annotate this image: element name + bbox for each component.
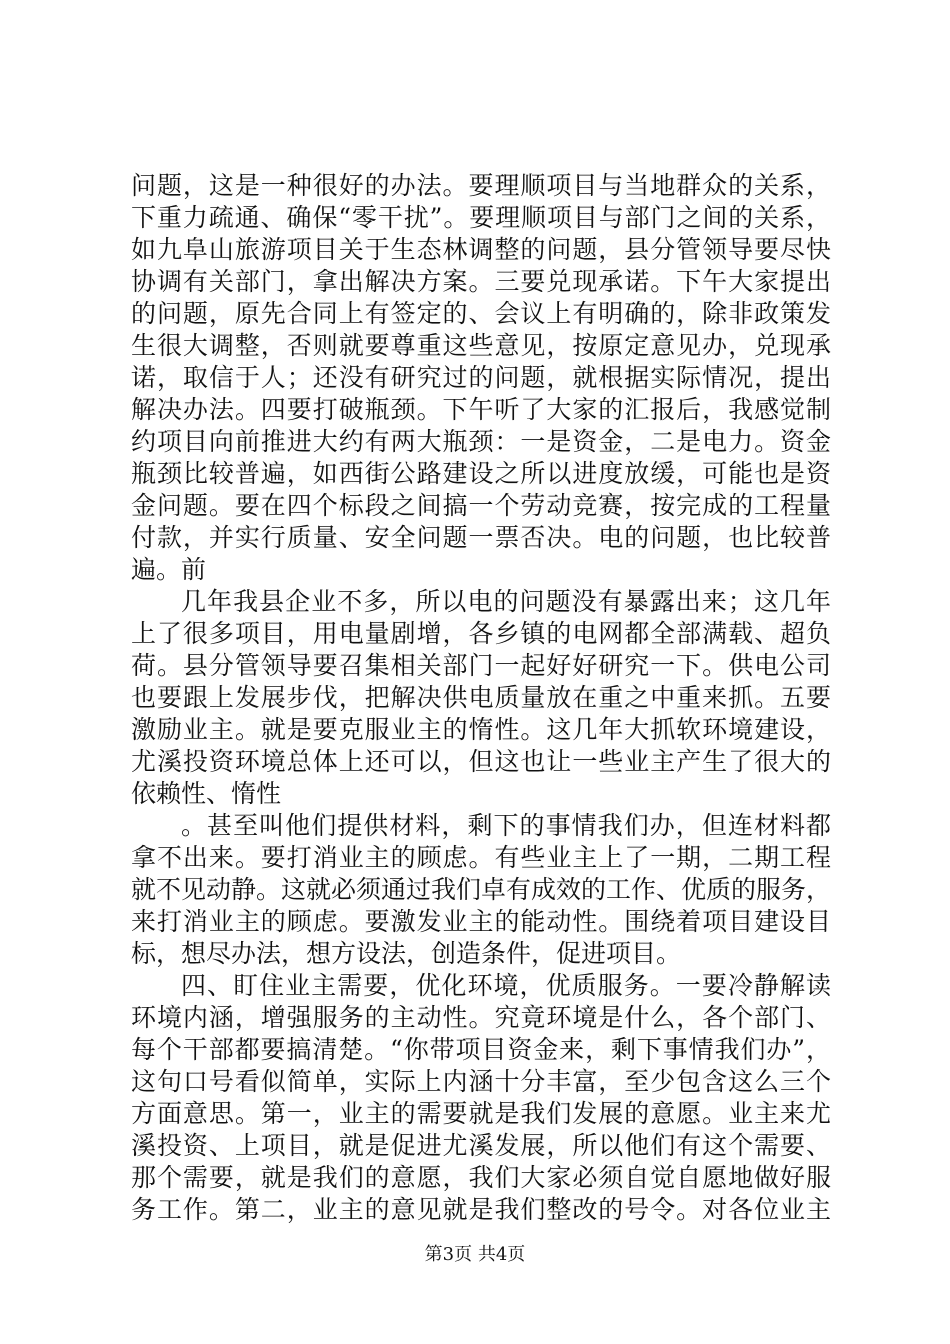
text-line: 方面意思。第一，业主的需要就是我们发展的意愿。业主来尤: [131, 1099, 831, 1128]
text-line: 环境内涵，增强服务的主动性。究竟环境是什么，各个部门、: [131, 1003, 831, 1032]
text-line: 解决办法。四要打破瓶颈。下午听了大家的汇报后，我感觉制: [131, 395, 831, 424]
text-line: 的问题，原先合同上有签定的、会议上有明确的，除非政策发: [131, 299, 831, 328]
text-line: 问题，这是一种很好的办法。要理顺项目与当地群众的关系，: [131, 171, 831, 200]
text-line: 协调有关部门，拿出解决方案。三要兑现承诺。下午大家提出: [131, 267, 831, 296]
text-line: 几年我县企业不多，所以电的问题没有暴露出来；这几年: [181, 587, 831, 616]
text-line: 付款，并实行质量、安全问题一票否决。电的问题，也比较普: [131, 523, 831, 552]
text-line: 务工作。第二，业主的意见就是我们整改的号令。对各位业主: [131, 1195, 831, 1224]
text-line: 拿不出来。要打消业主的顾虑。有些业主上了一期，二期工程: [131, 843, 831, 872]
text-line: 来打消业主的顾虑。要激发业主的能动性。围绕着项目建设目: [131, 907, 831, 936]
text-line: 依赖性、惰性: [131, 779, 282, 808]
text-line: 也要跟上发展步伐，把解决供电质量放在重之中重来抓。五要: [131, 683, 831, 712]
text-line: 如九阜山旅游项目关于生态林调整的问题，县分管领导要尽快: [131, 235, 831, 264]
text-line: 金问题。要在四个标段之间搞一个劳动竞赛，按完成的工程量: [131, 491, 831, 520]
text-line: 就不见动静。这就必须通过我们卓有成效的工作、优质的服务，: [131, 875, 832, 904]
text-line: 激励业主。就是要克服业主的惰性。这几年大抓软环境建设，: [131, 715, 831, 744]
text-line: 瓶颈比较普遍，如西街公路建设之所以进度放缓，可能也是资: [131, 459, 831, 488]
text-line: 四、盯住业主需要，优化环境，优质服务。一要冷静解读: [181, 971, 831, 1000]
text-line: 。甚至叫他们提供材料，剩下的事情我们办，但连材料都: [181, 811, 831, 840]
text-line: 溪投资、上项目，就是促进尤溪发展，所以他们有这个需要、: [131, 1131, 831, 1160]
text-line: 诺，取信于人；还没有研究过的问题，就根据实际情况，提出: [131, 363, 831, 392]
text-line: 那个需要，就是我们的意愿，我们大家必须自觉自愿地做好服: [131, 1163, 831, 1192]
text-line: 上了很多项目，用电量剧增，各乡镇的电网都全部满载、超负: [131, 619, 831, 648]
text-line: 荷。县分管领导要召集相关部门一起好好研究一下。供电公司: [131, 651, 831, 680]
page-number-footer: 第3页 共4页: [424, 1244, 526, 1265]
text-line: 标，想尽办法，想方设法，创造条件，促进项目。: [131, 939, 682, 968]
text-line: 下重力疏通、确保“零干扰”。要理顺项目与部门之间的关系，: [131, 203, 831, 232]
text-line: 每个干部都要搞清楚。“你带项目资金来，剩下事情我们办”，: [131, 1035, 831, 1064]
text-line: 遍。前: [131, 555, 207, 584]
text-line: 这句口号看似简单，实际上内涵十分丰富，至少包含这么三个: [131, 1067, 831, 1096]
text-line: 尤溪投资环境总体上还可以，但这也让一些业主产生了很大的: [131, 747, 831, 776]
text-line: 约项目向前推进大约有两大瓶颈：一是资金，二是电力。资金: [131, 427, 831, 456]
body-text: [131, 170, 831, 1226]
text-line: 生很大调整，否则就要尊重这些意见，按原定意见办，兑现承: [131, 331, 831, 360]
